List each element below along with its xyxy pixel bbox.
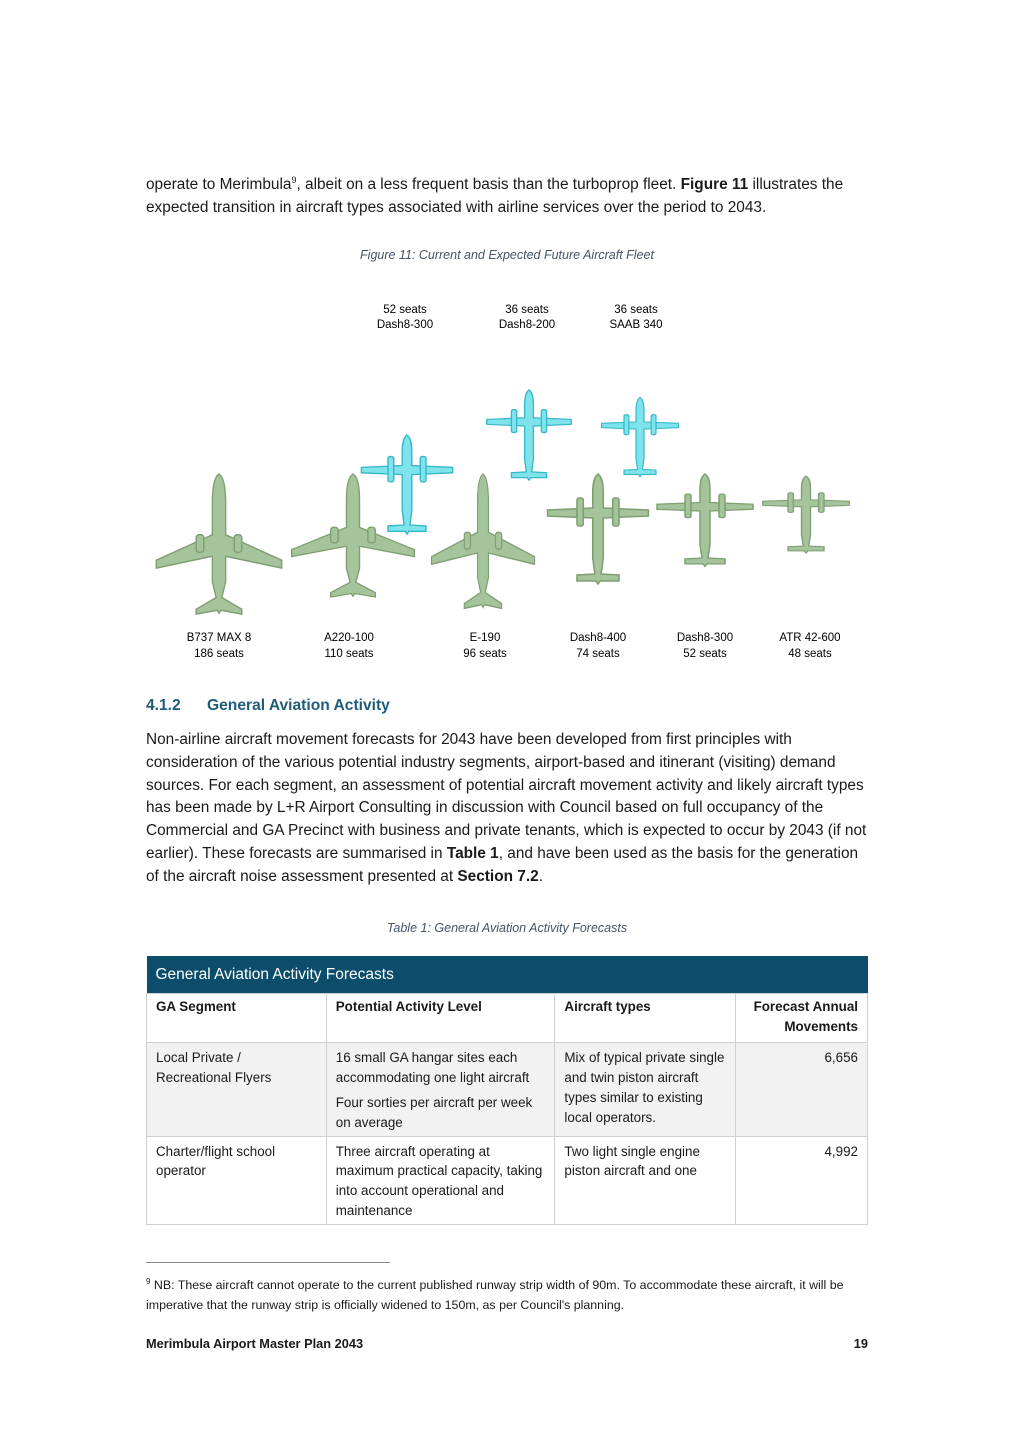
activity-line: Four sorties per aircraft per week on average	[335, 1094, 533, 1130]
dash8-200-current-aircraft	[487, 390, 571, 480]
table-reference: Table 1	[446, 844, 499, 862]
a220-100-aircraft	[292, 474, 415, 597]
table-title-row	[147, 956, 868, 993]
page-footer	[146, 1336, 868, 1351]
footer-document-title: Merimbula Airport Master Plan 2043	[146, 1336, 364, 1351]
footnote-marker: 9	[146, 1277, 151, 1286]
figure-caption: Figure 11: Current and Expected Future Aircraft Fleet	[360, 248, 654, 262]
footnote-text: NB: These aircraft cannot operate to the current published runway strip width of 90m. To accommodate these aircraft, it will be imperative that the runway strip is officially widened to 150m, as per Council's planning.	[146, 1278, 844, 1313]
future-aircraft-name: Dash8-300	[676, 632, 734, 644]
future-aircraft-seats: 96 seats	[463, 648, 507, 660]
current-aircraft-name: Dash8-300	[376, 319, 434, 331]
table-title: General Aviation Activity Forecasts	[147, 956, 868, 993]
footnote-separator	[146, 1262, 390, 1263]
footnote	[146, 1272, 868, 1315]
table-row	[147, 1136, 868, 1224]
future-aircraft-seats: 186 seats	[194, 648, 244, 660]
table-row	[147, 1043, 868, 1136]
current-aircraft-seats: 52 seats	[383, 304, 427, 316]
ga-segment-cell: Local Private / Recreational Flyers	[147, 1043, 327, 1136]
current-aircraft-seats: 36 seats	[614, 304, 658, 316]
current-aircraft-seats: 36 seats	[505, 304, 549, 316]
intro-text-after: illustrates the expected transition in aircraft types associated with airline services over the period to 2043.	[146, 176, 844, 216]
body-text-after: .	[538, 867, 543, 885]
movements-cell: 6,656	[736, 1043, 868, 1136]
dash8-400-aircraft	[548, 474, 649, 584]
ga-segment-cell: Charter/flight school operator	[147, 1136, 327, 1224]
future-aircraft-seats: 110 seats	[324, 648, 374, 660]
table-caption: Table 1: General Aviation Activity Forecasts	[386, 921, 628, 935]
section-heading	[146, 697, 390, 715]
future-fleet	[156, 474, 849, 660]
column-header: Forecast Annual Movements	[736, 993, 868, 1043]
saab-340-current-aircraft	[602, 397, 679, 476]
body-text: Non-airline aircraft movement forecasts for 2043 have been developed from first principles with consideration of the various potential industry segments, airport-based and itinerant (visiting) demand sources. For each segment, an assessment of potential aircraft movement activity and likely aircraft types has been made by L+R Airport Consulting in discussion with Council based on full occupancy of the Commercial and GA Precinct with business and private tenants, which is expected to occur by 2043 (if not earlier). These forecasts are summarised in	[146, 731, 867, 862]
current-aircraft-name: Dash8-200	[498, 319, 556, 331]
intro-text-middle: , albeit on a less frequent basis than the turboprop fleet.	[296, 176, 681, 194]
section-title: General Aviation Activity	[207, 697, 390, 714]
activity-level-cell	[326, 1136, 555, 1224]
activity-level-cell	[326, 1043, 555, 1136]
future-aircraft-name: ATR 42-600	[779, 632, 841, 644]
future-aircraft-name: A220-100	[324, 632, 374, 644]
activity-line: Three aircraft operating at maximum practical capacity, taking into account operational and maintenance	[335, 1143, 543, 1218]
ga-activity-table	[146, 956, 868, 1225]
future-aircraft-seats: 74 seats	[576, 648, 620, 660]
current-fleet	[361, 304, 678, 534]
body-text-middle: , and have been used as the basis for the generation of the aircraft noise assessment presented at	[146, 844, 859, 885]
intro-paragraph	[146, 169, 868, 220]
column-header: Potential Activity Level	[326, 993, 555, 1043]
column-header: GA Segment	[147, 993, 327, 1043]
aircraft-types-cell: Mix of typical private single and twin piston aircraft types similar to existing local operators.	[555, 1043, 736, 1136]
dash8-300-future-aircraft	[657, 474, 753, 566]
page-number: 19	[853, 1336, 868, 1351]
figure-reference: Figure 11	[680, 176, 749, 194]
body-paragraph	[146, 729, 868, 889]
activity-line: 16 small GA hangar sites each accommodating one light aircraft	[335, 1050, 530, 1086]
dash8-300-current-aircraft	[361, 435, 452, 534]
future-aircraft-seats: 52 seats	[683, 648, 727, 660]
future-aircraft-name: B737 MAX 8	[186, 632, 252, 644]
column-header: Aircraft types	[555, 993, 736, 1043]
aircraft-types-cell: Two light single engine piston aircraft and one	[555, 1136, 736, 1224]
atr-42-600-aircraft	[763, 476, 849, 553]
intro-text: operate to Merimbula	[146, 176, 292, 194]
future-aircraft-seats: 48 seats	[788, 648, 832, 660]
future-aircraft-name: Dash8-400	[569, 632, 627, 644]
current-aircraft-name: SAAB 340	[609, 319, 663, 331]
future-aircraft-name: E-190	[469, 632, 501, 644]
b737-max-8-aircraft	[156, 474, 281, 614]
aircraft-fleet-figure	[146, 290, 868, 670]
section-number: 4.1.2	[146, 697, 181, 714]
section-reference: Section 7.2	[457, 867, 539, 885]
movements-cell: 4,992	[736, 1136, 868, 1224]
e-190-aircraft	[432, 474, 535, 608]
footnote-reference[interactable]: 9	[291, 175, 297, 185]
table-header-row	[147, 993, 868, 1043]
